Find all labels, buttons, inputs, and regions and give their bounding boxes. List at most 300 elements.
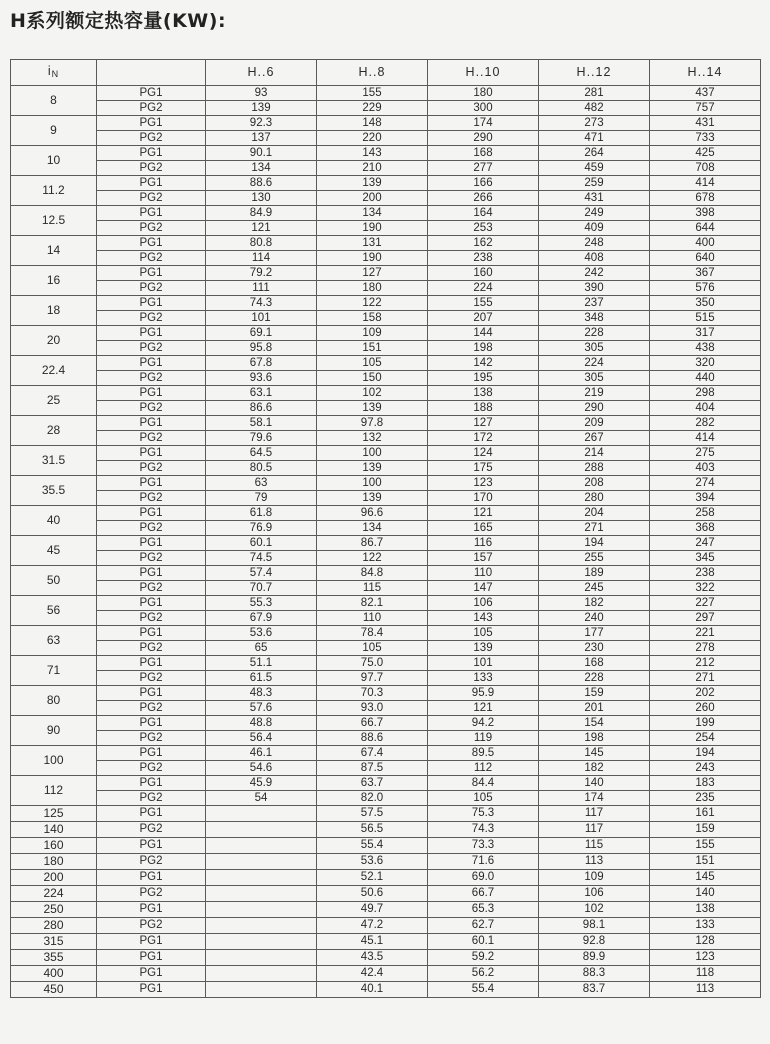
value-cell: 243 xyxy=(650,761,761,776)
table-row xyxy=(11,854,761,870)
value-cell: 80.5 xyxy=(206,461,317,476)
pg-cell: PG1 xyxy=(97,566,206,581)
value-cell: 117 xyxy=(539,806,650,822)
value-cell: 224 xyxy=(539,356,650,371)
value-cell: 130 xyxy=(206,191,317,206)
ratio-cell: 50 xyxy=(11,566,97,596)
pg-cell: PG1 xyxy=(97,686,206,701)
value-cell: 182 xyxy=(539,761,650,776)
value-cell: 133 xyxy=(428,671,539,686)
value-cell: 110 xyxy=(428,566,539,581)
value-cell xyxy=(206,886,317,902)
value-cell: 240 xyxy=(539,611,650,626)
value-cell: 127 xyxy=(428,416,539,431)
value-cell: 188 xyxy=(428,401,539,416)
value-cell: 74.5 xyxy=(206,551,317,566)
value-cell: 238 xyxy=(428,251,539,266)
table-row xyxy=(11,476,761,491)
pg-cell: PG1 xyxy=(97,446,206,461)
value-cell: 67.4 xyxy=(317,746,428,761)
ratio-cell: 28 xyxy=(11,416,97,446)
value-cell: 202 xyxy=(650,686,761,701)
value-cell: 180 xyxy=(428,86,539,101)
value-cell: 109 xyxy=(317,326,428,341)
header-col-h8: H..8 xyxy=(317,60,428,86)
ratio-cell: 355 xyxy=(11,950,97,966)
value-cell: 640 xyxy=(650,251,761,266)
value-cell: 260 xyxy=(650,701,761,716)
table-row xyxy=(11,341,761,356)
header-col-h14: H..14 xyxy=(650,60,761,86)
value-cell: 174 xyxy=(539,791,650,806)
value-cell: 277 xyxy=(428,161,539,176)
pg-cell: PG2 xyxy=(97,822,206,838)
value-cell: 242 xyxy=(539,266,650,281)
value-cell: 204 xyxy=(539,506,650,521)
in-subscript: N xyxy=(51,68,60,79)
value-cell: 300 xyxy=(428,101,539,116)
value-cell: 139 xyxy=(317,461,428,476)
value-cell: 154 xyxy=(539,716,650,731)
value-cell: 65 xyxy=(206,641,317,656)
value-cell: 105 xyxy=(428,626,539,641)
value-cell: 128 xyxy=(650,934,761,950)
value-cell: 224 xyxy=(428,281,539,296)
value-cell: 82.1 xyxy=(317,596,428,611)
table-row xyxy=(11,611,761,626)
value-cell: 42.4 xyxy=(317,966,428,982)
table-row xyxy=(11,146,761,161)
pg-cell: PG1 xyxy=(97,146,206,161)
table-row xyxy=(11,131,761,146)
pg-cell: PG2 xyxy=(97,581,206,596)
value-cell: 288 xyxy=(539,461,650,476)
table-body xyxy=(11,86,761,998)
value-cell: 88.6 xyxy=(206,176,317,191)
value-cell: 80.8 xyxy=(206,236,317,251)
value-cell: 155 xyxy=(428,296,539,311)
ratio-cell: 125 xyxy=(11,806,97,822)
value-cell: 67.9 xyxy=(206,611,317,626)
value-cell: 139 xyxy=(317,176,428,191)
value-cell: 124 xyxy=(428,446,539,461)
value-cell: 102 xyxy=(539,902,650,918)
value-cell: 95.9 xyxy=(428,686,539,701)
value-cell: 322 xyxy=(650,581,761,596)
value-cell: 297 xyxy=(650,611,761,626)
value-cell: 320 xyxy=(650,356,761,371)
pg-cell: PG2 xyxy=(97,641,206,656)
value-cell: 119 xyxy=(428,731,539,746)
table-row xyxy=(11,326,761,341)
value-cell: 280 xyxy=(539,491,650,506)
value-cell: 350 xyxy=(650,296,761,311)
ratio-cell: 71 xyxy=(11,656,97,686)
table-row xyxy=(11,236,761,251)
value-cell: 115 xyxy=(539,838,650,854)
ratio-cell: 40 xyxy=(11,506,97,536)
ratio-cell: 250 xyxy=(11,902,97,918)
value-cell: 209 xyxy=(539,416,650,431)
table-row xyxy=(11,461,761,476)
value-cell: 84.8 xyxy=(317,566,428,581)
ratio-cell: 400 xyxy=(11,966,97,982)
pg-cell: PG2 xyxy=(97,401,206,416)
value-cell: 143 xyxy=(428,611,539,626)
ratio-cell: 56 xyxy=(11,596,97,626)
value-cell: 106 xyxy=(539,886,650,902)
value-cell: 63.7 xyxy=(317,776,428,791)
header-col-h12: H..12 xyxy=(539,60,650,86)
value-cell: 63 xyxy=(206,476,317,491)
table-row xyxy=(11,281,761,296)
value-cell: 75.3 xyxy=(428,806,539,822)
value-cell: 208 xyxy=(539,476,650,491)
value-cell xyxy=(206,950,317,966)
value-cell: 228 xyxy=(539,326,650,341)
value-cell: 100 xyxy=(317,476,428,491)
value-cell: 162 xyxy=(428,236,539,251)
table-row xyxy=(11,191,761,206)
value-cell: 105 xyxy=(317,641,428,656)
ratio-cell: 224 xyxy=(11,886,97,902)
value-cell: 305 xyxy=(539,341,650,356)
ratio-cell: 16 xyxy=(11,266,97,296)
value-cell: 110 xyxy=(317,611,428,626)
value-cell: 440 xyxy=(650,371,761,386)
value-cell: 390 xyxy=(539,281,650,296)
value-cell: 174 xyxy=(428,116,539,131)
pg-cell: PG1 xyxy=(97,116,206,131)
table-row xyxy=(11,918,761,934)
value-cell: 168 xyxy=(428,146,539,161)
value-cell: 101 xyxy=(428,656,539,671)
table-row xyxy=(11,86,761,101)
value-cell: 73.3 xyxy=(428,838,539,854)
value-cell: 431 xyxy=(650,116,761,131)
value-cell: 247 xyxy=(650,536,761,551)
table-row xyxy=(11,251,761,266)
value-cell: 43.5 xyxy=(317,950,428,966)
pg-cell: PG2 xyxy=(97,611,206,626)
ratio-cell: 10 xyxy=(11,146,97,176)
pg-cell: PG1 xyxy=(97,536,206,551)
value-cell xyxy=(206,918,317,934)
value-cell: 48.3 xyxy=(206,686,317,701)
value-cell: 92.3 xyxy=(206,116,317,131)
value-cell: 52.1 xyxy=(317,870,428,886)
value-cell: 56.4 xyxy=(206,731,317,746)
value-cell: 93.0 xyxy=(317,701,428,716)
value-cell: 158 xyxy=(317,311,428,326)
value-cell: 245 xyxy=(539,581,650,596)
value-cell: 249 xyxy=(539,206,650,221)
thermal-capacity-table xyxy=(10,59,761,998)
value-cell: 148 xyxy=(317,116,428,131)
table-row xyxy=(11,521,761,536)
value-cell: 408 xyxy=(539,251,650,266)
value-cell: 59.2 xyxy=(428,950,539,966)
value-cell: 678 xyxy=(650,191,761,206)
value-cell: 210 xyxy=(317,161,428,176)
value-cell: 471 xyxy=(539,131,650,146)
value-cell: 56.5 xyxy=(317,822,428,838)
value-cell: 267 xyxy=(539,431,650,446)
value-cell: 89.9 xyxy=(539,950,650,966)
value-cell: 180 xyxy=(317,281,428,296)
value-cell: 121 xyxy=(428,701,539,716)
ratio-cell: 90 xyxy=(11,716,97,746)
pg-cell: PG2 xyxy=(97,671,206,686)
table-row xyxy=(11,296,761,311)
table-row xyxy=(11,950,761,966)
value-cell: 140 xyxy=(539,776,650,791)
value-cell: 170 xyxy=(428,491,539,506)
pg-cell: PG2 xyxy=(97,341,206,356)
header-ratio-in xyxy=(11,60,97,86)
value-cell: 150 xyxy=(317,371,428,386)
value-cell: 87.5 xyxy=(317,761,428,776)
pg-cell: PG2 xyxy=(97,551,206,566)
value-cell: 116 xyxy=(428,536,539,551)
value-cell: 437 xyxy=(650,86,761,101)
value-cell: 144 xyxy=(428,326,539,341)
value-cell: 79 xyxy=(206,491,317,506)
value-cell: 96.6 xyxy=(317,506,428,521)
value-cell: 708 xyxy=(650,161,761,176)
value-cell: 235 xyxy=(650,791,761,806)
value-cell: 576 xyxy=(650,281,761,296)
value-cell: 298 xyxy=(650,386,761,401)
value-cell: 62.7 xyxy=(428,918,539,934)
value-cell: 515 xyxy=(650,311,761,326)
value-cell: 151 xyxy=(650,854,761,870)
value-cell: 93.6 xyxy=(206,371,317,386)
value-cell: 55.3 xyxy=(206,596,317,611)
table-row xyxy=(11,581,761,596)
value-cell: 367 xyxy=(650,266,761,281)
value-cell: 159 xyxy=(650,822,761,838)
ratio-cell: 140 xyxy=(11,822,97,838)
value-cell: 88.3 xyxy=(539,966,650,982)
pg-cell: PG1 xyxy=(97,966,206,982)
ratio-cell: 200 xyxy=(11,870,97,886)
value-cell: 394 xyxy=(650,491,761,506)
pg-cell: PG1 xyxy=(97,326,206,341)
value-cell: 409 xyxy=(539,221,650,236)
value-cell: 115 xyxy=(317,581,428,596)
value-cell: 65.3 xyxy=(428,902,539,918)
value-cell: 117 xyxy=(539,822,650,838)
value-cell: 139 xyxy=(317,401,428,416)
value-cell: 48.8 xyxy=(206,716,317,731)
pg-cell: PG2 xyxy=(97,131,206,146)
value-cell: 63.1 xyxy=(206,386,317,401)
pg-cell: PG2 xyxy=(97,371,206,386)
value-cell: 98.1 xyxy=(539,918,650,934)
pg-cell: PG2 xyxy=(97,101,206,116)
value-cell: 139 xyxy=(428,641,539,656)
value-cell: 368 xyxy=(650,521,761,536)
table-row xyxy=(11,902,761,918)
table-row xyxy=(11,641,761,656)
value-cell: 76.9 xyxy=(206,521,317,536)
value-cell: 114 xyxy=(206,251,317,266)
ratio-cell: 9 xyxy=(11,116,97,146)
ratio-cell: 31.5 xyxy=(11,446,97,476)
pg-cell: PG1 xyxy=(97,236,206,251)
value-cell: 161 xyxy=(650,806,761,822)
pg-cell: PG1 xyxy=(97,416,206,431)
value-cell: 275 xyxy=(650,446,761,461)
value-cell: 189 xyxy=(539,566,650,581)
ratio-cell: 8 xyxy=(11,86,97,116)
table-row xyxy=(11,401,761,416)
table-row xyxy=(11,966,761,982)
pg-cell: PG2 xyxy=(97,854,206,870)
value-cell: 101 xyxy=(206,311,317,326)
value-cell: 70.7 xyxy=(206,581,317,596)
value-cell: 123 xyxy=(428,476,539,491)
table-row xyxy=(11,806,761,822)
value-cell: 74.3 xyxy=(428,822,539,838)
value-cell: 229 xyxy=(317,101,428,116)
value-cell: 200 xyxy=(317,191,428,206)
ratio-cell: 100 xyxy=(11,746,97,776)
value-cell: 102 xyxy=(317,386,428,401)
value-cell: 166 xyxy=(428,176,539,191)
table-row xyxy=(11,761,761,776)
value-cell: 97.8 xyxy=(317,416,428,431)
value-cell: 61.8 xyxy=(206,506,317,521)
value-cell: 46.1 xyxy=(206,746,317,761)
pg-cell: PG2 xyxy=(97,431,206,446)
pg-cell: PG2 xyxy=(97,281,206,296)
value-cell: 84.9 xyxy=(206,206,317,221)
value-cell: 132 xyxy=(317,431,428,446)
pg-cell: PG2 xyxy=(97,886,206,902)
table-row xyxy=(11,731,761,746)
value-cell: 82.0 xyxy=(317,791,428,806)
value-cell: 151 xyxy=(317,341,428,356)
value-cell: 123 xyxy=(650,950,761,966)
value-cell: 58.1 xyxy=(206,416,317,431)
value-cell: 70.3 xyxy=(317,686,428,701)
value-cell: 278 xyxy=(650,641,761,656)
pg-cell: PG2 xyxy=(97,251,206,266)
table-row xyxy=(11,266,761,281)
value-cell: 219 xyxy=(539,386,650,401)
value-cell: 139 xyxy=(317,491,428,506)
pg-cell: PG1 xyxy=(97,870,206,886)
value-cell: 482 xyxy=(539,101,650,116)
value-cell xyxy=(206,902,317,918)
pg-cell: PG1 xyxy=(97,296,206,311)
pg-cell: PG1 xyxy=(97,506,206,521)
ratio-cell: 20 xyxy=(11,326,97,356)
value-cell: 258 xyxy=(650,506,761,521)
value-cell: 230 xyxy=(539,641,650,656)
value-cell: 220 xyxy=(317,131,428,146)
pg-cell: PG2 xyxy=(97,701,206,716)
pg-cell: PG1 xyxy=(97,476,206,491)
pg-cell: PG2 xyxy=(97,161,206,176)
value-cell: 60.1 xyxy=(428,934,539,950)
value-cell: 271 xyxy=(539,521,650,536)
value-cell: 248 xyxy=(539,236,650,251)
value-cell: 55.4 xyxy=(317,838,428,854)
value-cell: 53.6 xyxy=(317,854,428,870)
page-title: H系列额定热容量(KW): xyxy=(10,10,227,32)
value-cell: 74.3 xyxy=(206,296,317,311)
value-cell: 438 xyxy=(650,341,761,356)
table-row xyxy=(11,431,761,446)
value-cell: 175 xyxy=(428,461,539,476)
value-cell: 57.6 xyxy=(206,701,317,716)
pg-cell: PG2 xyxy=(97,221,206,236)
value-cell: 133 xyxy=(650,918,761,934)
value-cell: 105 xyxy=(428,791,539,806)
value-cell: 113 xyxy=(650,982,761,998)
value-cell: 100 xyxy=(317,446,428,461)
value-cell: 273 xyxy=(539,116,650,131)
table-row xyxy=(11,491,761,506)
value-cell: 259 xyxy=(539,176,650,191)
value-cell: 45.1 xyxy=(317,934,428,950)
value-cell: 238 xyxy=(650,566,761,581)
ratio-cell: 18 xyxy=(11,296,97,326)
pg-cell: PG2 xyxy=(97,761,206,776)
value-cell: 255 xyxy=(539,551,650,566)
pg-cell: PG1 xyxy=(97,934,206,950)
value-cell: 757 xyxy=(650,101,761,116)
value-cell: 109 xyxy=(539,870,650,886)
value-cell: 159 xyxy=(539,686,650,701)
table-row xyxy=(11,671,761,686)
pg-cell: PG2 xyxy=(97,791,206,806)
value-cell: 66.7 xyxy=(428,886,539,902)
value-cell: 281 xyxy=(539,86,650,101)
value-cell: 131 xyxy=(317,236,428,251)
value-cell: 49.7 xyxy=(317,902,428,918)
value-cell: 86.7 xyxy=(317,536,428,551)
ratio-cell: 45 xyxy=(11,536,97,566)
value-cell: 190 xyxy=(317,251,428,266)
pg-cell: PG2 xyxy=(97,918,206,934)
value-cell: 305 xyxy=(539,371,650,386)
value-cell: 122 xyxy=(317,551,428,566)
pg-cell: PG1 xyxy=(97,806,206,822)
value-cell: 121 xyxy=(428,506,539,521)
pg-cell: PG1 xyxy=(97,746,206,761)
table-row xyxy=(11,596,761,611)
value-cell: 400 xyxy=(650,236,761,251)
value-cell xyxy=(206,870,317,886)
pg-cell: PG1 xyxy=(97,656,206,671)
value-cell: 194 xyxy=(539,536,650,551)
table-row xyxy=(11,716,761,731)
value-cell: 88.6 xyxy=(317,731,428,746)
table-row xyxy=(11,566,761,581)
header-col-h6: H..6 xyxy=(206,60,317,86)
pg-cell: PG1 xyxy=(97,776,206,791)
value-cell: 155 xyxy=(650,838,761,854)
table-row xyxy=(11,101,761,116)
value-cell: 317 xyxy=(650,326,761,341)
value-cell: 92.8 xyxy=(539,934,650,950)
value-cell: 50.6 xyxy=(317,886,428,902)
value-cell: 67.8 xyxy=(206,356,317,371)
